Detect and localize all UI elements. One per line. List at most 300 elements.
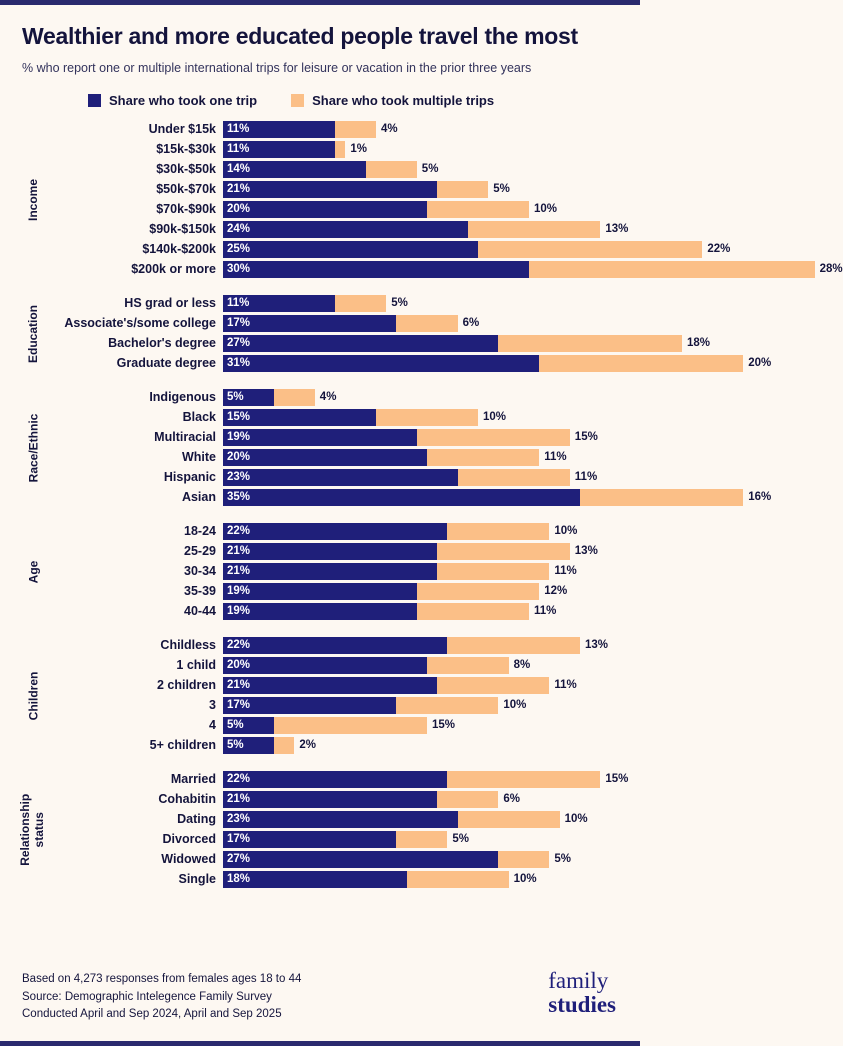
bar-value-one-trip: 21%: [227, 793, 251, 806]
bar-segment-multiple-trips-wrap: [274, 737, 316, 754]
stacked-bar: [223, 141, 843, 158]
stacked-bar: [223, 871, 628, 888]
category-label: 18-24: [184, 524, 216, 539]
bar-value-multiple-trips: 16%: [748, 491, 772, 504]
group-axis-label: [18, 636, 48, 756]
bar-value-one-trip: 22%: [227, 639, 251, 652]
bar-value-multiple-trips: 6%: [462, 317, 480, 330]
bar-segment-multiple-trips-wrap: [529, 261, 843, 278]
bar-value-one-trip: 19%: [227, 585, 251, 598]
bar-segment-multiple-trips: [498, 851, 549, 868]
logo-family-studies: [548, 969, 616, 1017]
bar-segment-one-trip: [223, 409, 376, 426]
bar-segment-multiple-trips-wrap: [417, 603, 557, 620]
chart-row: [48, 850, 628, 869]
chart-row: [48, 354, 771, 373]
stacked-bar: [223, 469, 771, 486]
bar-segment-one-trip: [223, 603, 417, 620]
category-label: $140k-$200k: [142, 242, 216, 257]
bar-value-multiple-trips: 5%: [391, 297, 408, 310]
chart-row: [48, 696, 622, 715]
chart-group: [18, 388, 772, 508]
bar-segment-one-trip: [223, 677, 437, 694]
chart-row: [48, 830, 628, 849]
bar-segment-multiple-trips-wrap: [417, 429, 598, 446]
bar-value-multiple-trips: 11%: [544, 451, 567, 464]
bar-value-multiple-trips: 15%: [432, 719, 456, 732]
category-label: Asian: [181, 490, 216, 505]
bar-segment-multiple-trips-wrap: [335, 295, 408, 312]
stacked-bar: [223, 429, 771, 446]
bar-segment-multiple-trips: [396, 315, 457, 332]
bar-segment-multiple-trips: [458, 811, 560, 828]
chart-row: [48, 676, 622, 695]
bar-segment-one-trip: [223, 261, 529, 278]
legend-swatch-multiple-trips: [291, 94, 304, 107]
bar-value-one-trip: 11%: [227, 123, 250, 136]
stacked-bar: [223, 523, 622, 540]
bar-value-one-trip: 18%: [227, 873, 251, 886]
category-label: Married: [170, 772, 216, 787]
bar-segment-multiple-trips: [427, 657, 509, 674]
bar-value-multiple-trips: 11%: [554, 565, 577, 578]
bar-value-multiple-trips: 11%: [554, 679, 577, 692]
bar-segment-multiple-trips: [529, 261, 815, 278]
stacked-bar: [223, 831, 628, 848]
bar-value-multiple-trips: 4%: [319, 391, 337, 404]
bar-segment-one-trip: [223, 335, 498, 352]
chart-subtitle: % who report one or multiple international trips for leisure or vacation in the prior three years: [22, 61, 532, 75]
category-label: Bachelor's degree: [108, 336, 216, 351]
category-label: Indigenous: [149, 390, 216, 405]
bar-segment-one-trip: [223, 811, 458, 828]
stacked-bar: [223, 315, 771, 332]
bar-value-multiple-trips: 11%: [574, 471, 598, 484]
bar-value-multiple-trips: 10%: [513, 873, 537, 886]
bar-segment-multiple-trips: [437, 563, 549, 580]
chart-group: [18, 636, 622, 756]
bar-value-one-trip: 21%: [227, 183, 251, 196]
bar-value-multiple-trips: 10%: [554, 525, 578, 538]
bar-value-multiple-trips: 8%: [513, 659, 531, 672]
bar-segment-multiple-trips: [427, 449, 539, 466]
bar-segment-one-trip: [223, 583, 417, 600]
category-label: $90k-$150k: [149, 222, 216, 237]
bar-segment-multiple-trips-wrap: [498, 851, 571, 868]
group-axis-label: [18, 388, 48, 508]
bar-segment-multiple-trips: [580, 489, 743, 506]
bar-segment-multiple-trips-wrap: [427, 201, 557, 218]
chart-row: [48, 120, 843, 139]
bar-segment-multiple-trips: [539, 355, 743, 372]
group-axis-label-text: Relationship status: [18, 793, 47, 866]
stacked-bar: [223, 181, 843, 198]
bar-segment-one-trip: [223, 523, 447, 540]
footnote-line-1: Based on 4,273 responses from females ages 18 to 44: [22, 973, 302, 986]
stacked-bar: [223, 583, 622, 600]
bar-segment-multiple-trips-wrap: [437, 677, 577, 694]
logo-line-2: studies: [548, 991, 616, 1017]
footnote-line-2: Source: Demographic Intelegence Family Survey: [22, 990, 272, 1003]
bar-value-multiple-trips: 5%: [493, 183, 510, 196]
bar-segment-multiple-trips: [447, 523, 549, 540]
stacked-bar: [223, 771, 628, 788]
bar-value-multiple-trips: 13%: [574, 545, 598, 558]
bar-segment-multiple-trips-wrap: [437, 791, 520, 808]
bar-value-one-trip: 14%: [227, 163, 251, 176]
group-rows: [48, 388, 771, 508]
bar-segment-one-trip: [223, 871, 407, 888]
group-axis-label-text: Education: [26, 304, 41, 363]
stacked-bar: [223, 161, 843, 178]
page-title: Wealthier and more educated people travel the most: [22, 23, 578, 49]
category-label: Widowed: [161, 852, 216, 867]
bar-segment-multiple-trips-wrap: [437, 543, 598, 560]
bar-segment-one-trip: [223, 543, 437, 560]
category-label: Hispanic: [163, 470, 216, 485]
bar-value-one-trip: 23%: [227, 471, 251, 484]
bar-value-one-trip: 21%: [227, 679, 251, 692]
category-label: Single: [178, 872, 216, 887]
category-label: Childless: [160, 638, 216, 653]
bar-segment-multiple-trips: [417, 603, 529, 620]
bar-segment-one-trip: [223, 141, 335, 158]
bar-value-multiple-trips: 13%: [584, 639, 609, 652]
legend-swatch-one-trip: [88, 94, 101, 107]
chart-row: [48, 582, 622, 601]
group-axis-label-text: Race/Ethnic: [26, 413, 41, 483]
chart-row: [48, 314, 771, 333]
bar-segment-one-trip: [223, 469, 458, 486]
stacked-bar: [223, 221, 843, 238]
category-label: $30k-$50k: [156, 162, 216, 177]
chart-row: [48, 870, 628, 889]
chart-row: [48, 562, 622, 581]
bar-segment-multiple-trips-wrap: [335, 141, 367, 158]
bar-segment-one-trip: [223, 121, 335, 138]
bar-segment-multiple-trips: [274, 717, 427, 734]
bar-segment-multiple-trips: [427, 201, 529, 218]
stacked-bar: [223, 637, 622, 654]
chart-footnote: [22, 971, 301, 1023]
category-label: Multiracial: [154, 430, 216, 445]
stacked-bar: [223, 677, 622, 694]
bar-value-multiple-trips: 2%: [299, 739, 317, 752]
category-label: $50k-$70k: [156, 182, 216, 197]
bar-segment-one-trip: [223, 657, 427, 674]
bar-value-one-trip: 11%: [227, 297, 250, 310]
category-label: Graduate degree: [116, 356, 216, 371]
bar-value-one-trip: 21%: [227, 545, 251, 558]
bar-segment-multiple-trips-wrap: [427, 449, 567, 466]
group-rows: [48, 120, 843, 280]
bar-value-multiple-trips: 1%: [350, 143, 367, 156]
bar-value-one-trip: 35%: [227, 491, 251, 504]
category-label: 25-29: [184, 544, 216, 559]
stacked-bar: [223, 603, 622, 620]
bar-segment-one-trip: [223, 201, 427, 218]
chart-row: [48, 468, 771, 487]
bar-value-one-trip: 22%: [227, 525, 251, 538]
category-label: 3: [209, 698, 216, 713]
bar-value-one-trip: 20%: [227, 451, 251, 464]
category-label: Under $15k: [148, 122, 216, 137]
category-label: Divorced: [162, 832, 216, 847]
bar-value-multiple-trips: 20%: [748, 357, 772, 370]
bar-value-one-trip: 11%: [227, 143, 250, 156]
category-label: $15k-$30k: [156, 142, 216, 157]
group-rows: [48, 770, 628, 890]
chart-row: [48, 388, 771, 407]
bar-value-multiple-trips: 15%: [605, 773, 629, 786]
stacked-bar: [223, 335, 771, 352]
bar-value-one-trip: 5%: [227, 391, 244, 404]
bar-segment-multiple-trips-wrap: [274, 717, 455, 734]
bar-segment-multiple-trips-wrap: [396, 315, 479, 332]
chart-row: [48, 408, 771, 427]
chart-group: [18, 294, 772, 374]
chart-row: [48, 220, 843, 239]
bar-value-one-trip: 19%: [227, 605, 251, 618]
bar-value-one-trip: 19%: [227, 431, 251, 444]
bar-value-one-trip: 17%: [227, 699, 251, 712]
bar-segment-multiple-trips-wrap: [274, 389, 336, 406]
bar-value-one-trip: 27%: [227, 337, 251, 350]
bar-value-one-trip: 22%: [227, 773, 251, 786]
bar-value-multiple-trips: 5%: [554, 853, 572, 866]
bar-segment-multiple-trips-wrap: [335, 121, 397, 138]
bar-segment-one-trip: [223, 181, 437, 198]
stacked-bar: [223, 355, 771, 372]
bar-segment-multiple-trips: [376, 409, 478, 426]
bar-segment-one-trip: [223, 851, 498, 868]
chart-row: [48, 656, 622, 675]
bar-segment-multiple-trips: [335, 141, 345, 158]
chart-row: [48, 448, 771, 467]
bar-segment-multiple-trips: [468, 221, 601, 238]
chart-row: [48, 810, 628, 829]
category-label: $200k or more: [131, 262, 216, 277]
bar-value-multiple-trips: 15%: [574, 431, 598, 444]
logo-line-1: family: [548, 967, 609, 993]
bar-segment-one-trip: [223, 315, 396, 332]
bar-segment-one-trip: [223, 737, 274, 754]
bar-value-one-trip: 15%: [227, 411, 251, 424]
chart-row: [48, 160, 843, 179]
category-label: 30-34: [184, 564, 216, 579]
bar-value-multiple-trips: 18%: [686, 337, 711, 350]
stacked-bar: [223, 121, 843, 138]
bar-value-one-trip: 23%: [227, 813, 251, 826]
bar-value-multiple-trips: 12%: [544, 585, 568, 598]
group-axis-label: [18, 294, 48, 374]
stacked-bar: [223, 543, 622, 560]
stacked-bar: [223, 851, 628, 868]
bar-value-multiple-trips: 10%: [534, 203, 558, 216]
category-label: 2 children: [156, 678, 216, 693]
bar-segment-multiple-trips: [335, 295, 386, 312]
bar-segment-one-trip: [223, 771, 447, 788]
chart-row: [48, 200, 843, 219]
chart-group: [18, 770, 629, 890]
category-label: Dating: [177, 812, 216, 827]
stacked-bar: [223, 295, 771, 312]
bar-segment-multiple-trips: [407, 871, 509, 888]
category-label: Cohabitin: [158, 792, 216, 807]
bar-segment-multiple-trips-wrap: [437, 181, 510, 198]
bar-value-multiple-trips: 13%: [605, 223, 629, 236]
bar-segment-multiple-trips: [458, 469, 570, 486]
chart-legend: [88, 93, 622, 108]
bar-segment-multiple-trips-wrap: [580, 489, 771, 506]
chart-row: [48, 636, 622, 655]
bar-segment-one-trip: [223, 717, 274, 734]
bar-segment-multiple-trips-wrap: [498, 335, 710, 352]
bar-value-multiple-trips: 28%: [819, 263, 843, 276]
bar-segment-multiple-trips-wrap: [366, 161, 439, 178]
stacked-bar: [223, 201, 843, 218]
group-axis-label-text: Income: [26, 178, 41, 221]
legend-label-multiple-trips: Share who took multiple trips: [312, 92, 495, 108]
chart-group: [18, 120, 843, 280]
bar-segment-one-trip: [223, 429, 417, 446]
category-label: 35-39: [184, 584, 216, 599]
bar-segment-multiple-trips-wrap: [458, 811, 588, 828]
group-rows: [48, 522, 622, 622]
category-label: White: [181, 450, 216, 465]
chart-row: [48, 294, 771, 313]
bar-segment-multiple-trips-wrap: [447, 637, 608, 654]
stacked-bar: [223, 449, 771, 466]
bar-value-multiple-trips: 10%: [503, 699, 527, 712]
chart-row: [48, 736, 622, 755]
bar-segment-multiple-trips: [396, 697, 498, 714]
bar-value-one-trip: 20%: [227, 203, 251, 216]
bar-segment-multiple-trips: [437, 677, 549, 694]
stacked-bar: [223, 389, 771, 406]
legend-label-one-trip: Share who took one trip: [109, 92, 258, 108]
chart-row: [48, 488, 771, 507]
bar-value-one-trip: 30%: [227, 263, 251, 276]
bar-segment-multiple-trips: [437, 791, 498, 808]
bar-segment-multiple-trips: [447, 637, 580, 654]
bar-value-one-trip: 31%: [227, 357, 251, 370]
chart-row: [48, 428, 771, 447]
chart-row: [48, 522, 622, 541]
bar-value-multiple-trips: 5%: [421, 163, 439, 176]
bar-value-one-trip: 24%: [227, 223, 251, 236]
bar-segment-one-trip: [223, 791, 437, 808]
stacked-bar: [223, 791, 628, 808]
legend-item-multiple-trips: [291, 93, 494, 108]
category-label: 1 child: [176, 658, 216, 673]
chart-row: [48, 770, 628, 789]
bar-segment-multiple-trips-wrap: [376, 409, 506, 426]
stacked-bar: [223, 717, 622, 734]
chart-row: [48, 602, 622, 621]
bar-segment-multiple-trips: [274, 389, 315, 406]
bar-segment-one-trip: [223, 637, 447, 654]
bar-value-one-trip: 5%: [227, 739, 244, 752]
bar-value-one-trip: 25%: [227, 243, 251, 256]
bar-segment-multiple-trips: [417, 429, 570, 446]
bar-segment-one-trip: [223, 831, 396, 848]
bar-segment-multiple-trips-wrap: [478, 241, 730, 258]
category-label: 5+ children: [149, 738, 216, 753]
bar-segment-multiple-trips: [366, 161, 417, 178]
bar-segment-one-trip: [223, 389, 274, 406]
bar-segment-multiple-trips: [274, 737, 294, 754]
chart-row: [48, 180, 843, 199]
bar-value-multiple-trips: 10%: [564, 813, 588, 826]
chart-group: [18, 522, 622, 622]
bar-segment-multiple-trips: [447, 771, 600, 788]
chart-row: [48, 334, 771, 353]
bar-segment-one-trip: [223, 241, 478, 258]
stacked-bar: [223, 261, 843, 278]
category-label: 40-44: [184, 604, 216, 619]
category-label: 4: [209, 718, 216, 733]
stacked-bar: [223, 657, 622, 674]
bar-value-one-trip: 27%: [227, 853, 251, 866]
chart-row: [48, 716, 622, 735]
bar-segment-multiple-trips: [417, 583, 539, 600]
bar-segment-multiple-trips: [335, 121, 376, 138]
bar-value-one-trip: 17%: [227, 833, 251, 846]
group-axis-label-text: Children: [26, 671, 41, 721]
group-rows: [48, 294, 771, 374]
group-axis-label-text: Age: [25, 560, 40, 584]
bar-segment-multiple-trips-wrap: [437, 563, 577, 580]
bar-segment-multiple-trips-wrap: [447, 523, 577, 540]
category-label: $70k-$90k: [156, 202, 216, 217]
group-rows: [48, 636, 622, 756]
chart-row: [48, 260, 843, 279]
bar-segment-one-trip: [223, 563, 437, 580]
group-axis-label: [18, 770, 48, 890]
chart-row: [48, 542, 622, 561]
category-label: HS grad or less: [124, 296, 216, 311]
bar-segment-one-trip: [223, 489, 580, 506]
bar-segment-multiple-trips-wrap: [396, 831, 469, 848]
group-axis-label: [18, 522, 48, 622]
bar-segment-one-trip: [223, 221, 468, 238]
chart-plot-area: [18, 120, 843, 890]
bar-segment-multiple-trips-wrap: [417, 583, 567, 600]
bar-segment-multiple-trips: [437, 543, 570, 560]
bar-segment-multiple-trips-wrap: [407, 871, 537, 888]
bar-segment-multiple-trips-wrap: [396, 697, 526, 714]
bar-segment-multiple-trips: [396, 831, 447, 848]
legend-item-one-trip: [88, 93, 257, 108]
bar-value-multiple-trips: 11%: [533, 605, 557, 618]
stacked-bar: [223, 563, 622, 580]
category-label: Associate's/some college: [64, 316, 216, 331]
stacked-bar: [223, 811, 628, 828]
chart-row: [48, 240, 843, 259]
chart-row: [48, 140, 843, 159]
footnote-line-3: Conducted April and Sep 2024, April and Sep 2025: [22, 1007, 282, 1020]
group-axis-label: [18, 120, 48, 280]
bar-segment-one-trip: [223, 355, 539, 372]
bar-value-one-trip: 20%: [227, 659, 251, 672]
stacked-bar: [223, 737, 622, 754]
bar-value-multiple-trips: 22%: [707, 243, 731, 256]
bar-segment-multiple-trips: [498, 335, 682, 352]
bar-segment-multiple-trips-wrap: [447, 771, 628, 788]
bar-segment-one-trip: [223, 161, 366, 178]
bar-segment-one-trip: [223, 449, 427, 466]
